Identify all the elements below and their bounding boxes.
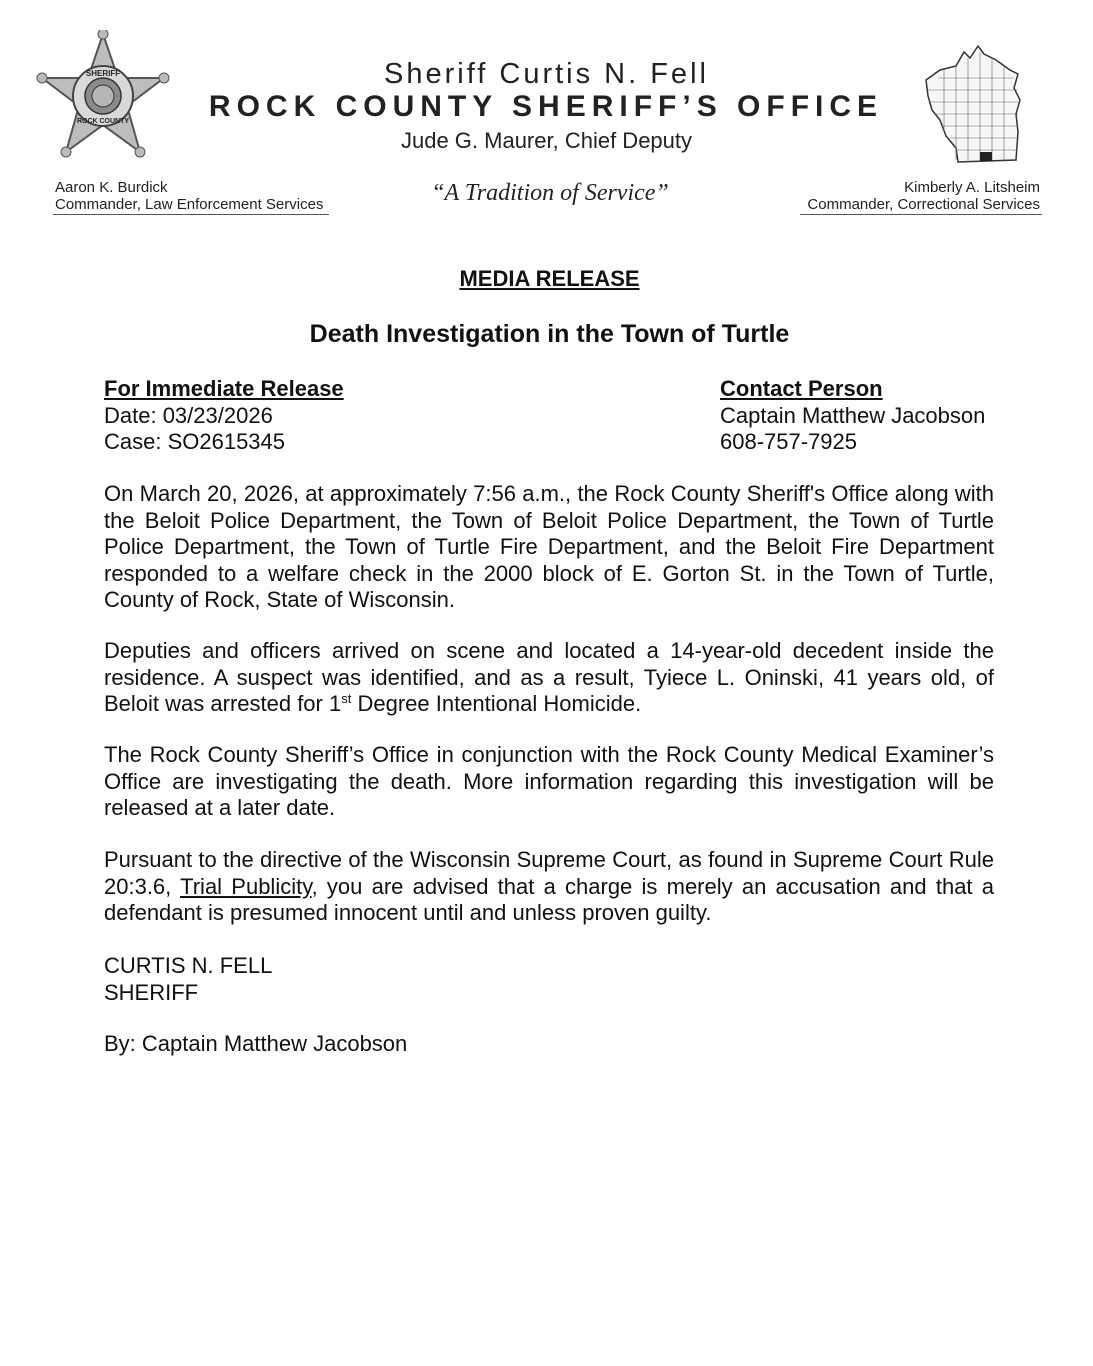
contact-block <box>720 376 985 456</box>
paragraph-2-text-a: Deputies and officers arrived on scene and located a 14-year-old decedent inside the residence. A suspect was identified, and as a result, Tyiece L. Oninski, 41 years old, of Beloit was arrested for 1 <box>104 638 994 716</box>
release-subject: Death Investigation in the Town of Turtle <box>309 320 790 348</box>
media-release-heading: MEDIA RELEASE <box>459 266 640 291</box>
sheriff-name-header: Sheriff Curtis N. Fell <box>384 58 709 90</box>
case-number: Case: SO2615345 <box>104 429 286 454</box>
right-commander-block <box>807 179 1040 213</box>
left-commander-name: Aaron K. Burdick <box>55 179 168 196</box>
contact-name: Captain Matthew Jacobson <box>720 402 986 428</box>
chief-deputy-line: Jude G. Maurer, Chief Deputy <box>400 128 693 153</box>
signature-block <box>104 952 272 1006</box>
signature-name: CURTIS N. FELL <box>104 953 273 978</box>
contact-person-label: Contact Person <box>720 376 883 401</box>
trial-publicity-reference: Trial Publicity <box>180 873 312 899</box>
paragraph-2-text-b: Degree Intentional Homicide. <box>351 691 642 716</box>
body-paragraph-2 <box>104 638 994 718</box>
office-motto: “A Tradition of Service” <box>431 180 669 206</box>
body-paragraph-1: On March 20, 2026, at approximately 7:56 a.m., the Rock County Sheriff's Office along with the Beloit Police Department, the Town of Beloit Police Department, the Town of Turtle Police Department, the Town of Turtle Fire Department, and the Beloit Fire Department responded to a welfare check in the 2000 block of E. Gorton St. in the Town of Turtle, County of Rock, State of Wisconsin. <box>104 481 994 612</box>
signed-by-line: By: Captain Matthew Jacobson <box>104 1031 408 1056</box>
office-name-header: ROCK COUNTY SHERIFF’S OFFICE <box>208 90 884 123</box>
contact-phone: 608-757-7925 <box>720 429 858 454</box>
signature-title: SHERIFF <box>104 980 199 1005</box>
right-commander-title: Commander, Correctional Services <box>807 196 1040 213</box>
left-header-rule <box>53 214 329 215</box>
paragraph-4-text-b: , you are advised that a charge is merely an accusation and that a defendant is presumed innocent until and unless proven guilty. <box>104 873 994 925</box>
left-commander-block <box>55 179 323 213</box>
ordinal-superscript: st <box>341 691 352 706</box>
immediate-release-label: For Immediate Release <box>104 376 344 401</box>
right-commander-name: Kimberly A. Litsheim <box>904 179 1040 196</box>
badge-top-text: SHERIFF <box>85 69 121 78</box>
release-info-block <box>104 376 344 456</box>
body-paragraph-4 <box>104 847 994 927</box>
paragraph-4-text-a: Pursuant to the directive of the Wisconsin Supreme Court, as found in Supreme Court Rule 20:3.6, <box>104 847 994 899</box>
badge-bottom-text: ROCK COUNTY <box>76 118 130 125</box>
left-commander-title: Commander, Law Enforcement Services <box>55 196 324 213</box>
right-header-rule <box>800 214 1042 215</box>
release-date: Date: 03/23/2026 <box>104 402 273 428</box>
body-paragraph-3: The Rock County Sheriff’s Office in conjunction with the Rock County Medical Examiner’s Office are investigating the death. More information regarding this investigation will be released at a later date. <box>104 742 994 820</box>
